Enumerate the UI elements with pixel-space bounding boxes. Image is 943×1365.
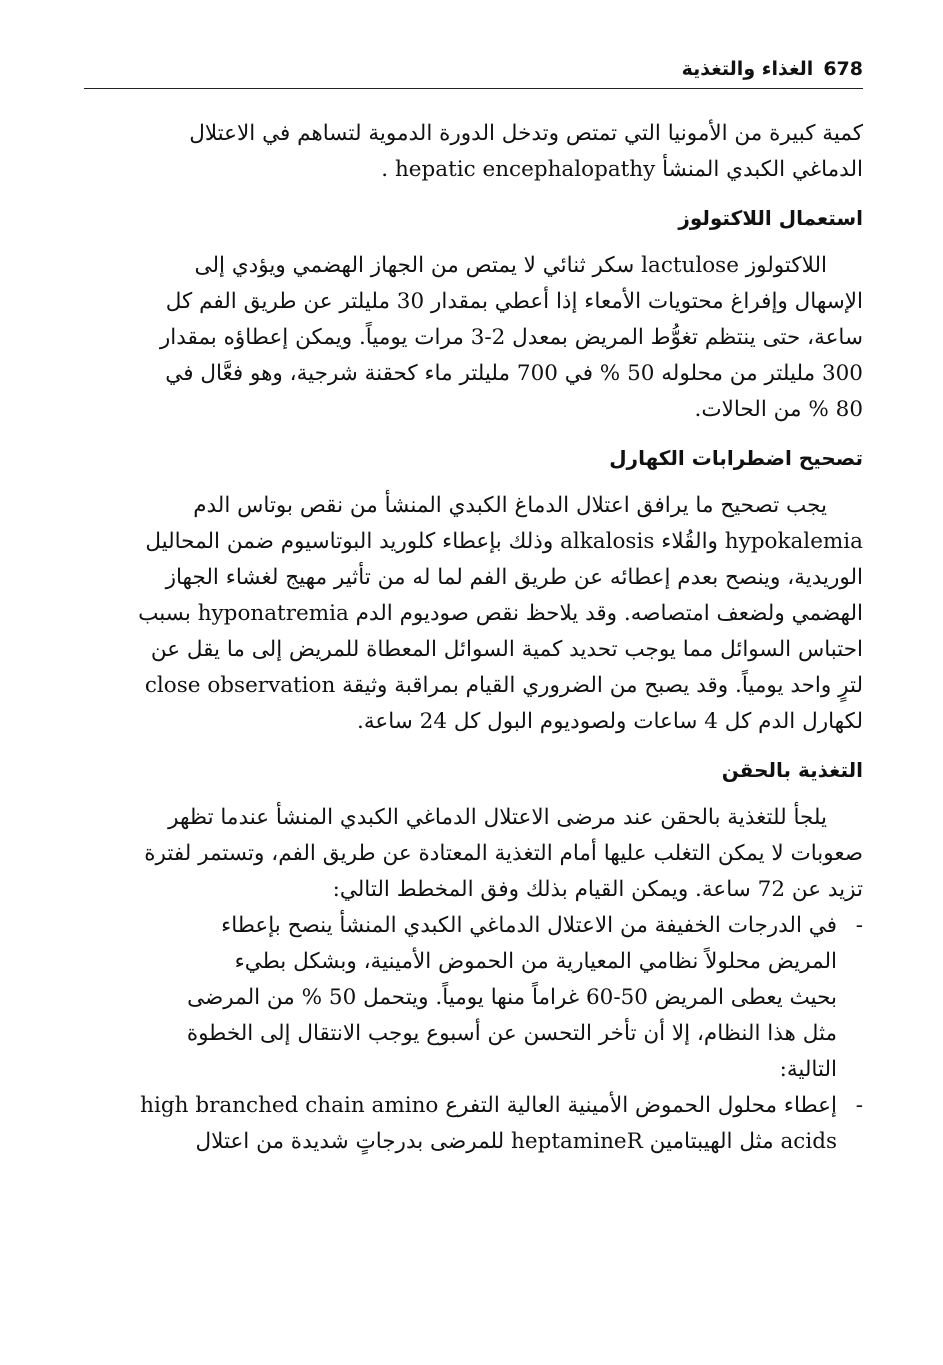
electrolytes-paragraph xyxy=(86,488,863,740)
list-item xyxy=(86,908,863,1088)
bullet-line: بحيث يعطى المريض 50-60 غراماً منها يومياً. ويتحمل 50 % من المرضى xyxy=(187,985,837,1010)
intro-paragraph xyxy=(86,116,863,188)
list-item xyxy=(86,1088,863,1160)
paragraph-line: احتباس السوائل مما يوجب تحديد كمية السوائل المعطاة للمريض إلى ما يقل عن xyxy=(150,637,863,662)
paragraph-line: لترٍ واحد يومياً. وقد يصبح من الضروري القيام بمراقبة وثيقة close observation xyxy=(144,673,863,698)
paragraph-line: 80 % من الحالات. xyxy=(694,397,863,422)
running-head xyxy=(84,52,863,89)
parenteral-paragraph xyxy=(86,800,863,908)
paragraph-line: صعوبات لا يمكن التغلب عليها أمام التغذية المعتادة عن طريق الفم، وتستمر لفترة xyxy=(144,841,863,866)
paragraph-line: اللاكتولوز lactulose سكر ثنائي لا يمتص من الجهاز الهضمي ويؤدي إلى xyxy=(194,253,827,278)
lactulose-paragraph xyxy=(86,248,863,428)
paragraph-line: ساعة، حتى ينتظم تغوُّط المريض بمعدل 2-3 مرات يومياً. ويمكن إعطاؤه بمقدار xyxy=(159,325,863,350)
section-heading-parenteral: التغذية بالحقن xyxy=(721,758,863,782)
page-number: 678 xyxy=(823,58,863,80)
paragraph-line: لكهارل الدم كل 4 ساعات ولصوديوم البول كل 24 ساعة. xyxy=(357,709,863,734)
paragraph-line: الوريدية، وينصح بعدم إعطائه عن طريق الفم لما له من تأثير مهيج لغشاء الجهاز xyxy=(165,565,863,590)
bullet-text: إعطاء محلول الحموض الأمينية العالية التفرع high branched chain amino xyxy=(140,1093,837,1118)
bullet-marker: - xyxy=(855,913,863,938)
bullet-line: التالية: xyxy=(779,1057,837,1082)
bullet-line xyxy=(86,908,863,944)
paragraph-line: الهضمي ولضعف امتصاصه. وقد يلاحظ نقص صوديوم الدم hyponatremia بسبب xyxy=(138,601,863,626)
paragraph-line: الدماغي الكبدي المنشأ hepatic encephalopathy . xyxy=(381,157,863,182)
bullet-list xyxy=(86,908,863,1160)
paragraph-line: تزيد عن 72 ساعة. ويمكن القيام بذلك وفق المخطط التالي: xyxy=(332,877,863,902)
paragraph-line: يجب تصحيح ما يرافق اعتلال الدماغ الكبدي المنشأ من نقص بوتاس الدم xyxy=(193,493,827,518)
paragraph-line: الإسهال وإفراغ محتويات الأمعاء إذا أعطي بمقدار 30 مليلتر عن طريق الفم كل xyxy=(165,289,863,314)
section-heading-lactulose: استعمال اللاكتولوز xyxy=(678,206,863,230)
bullet-line: مثل هذا النظام، إلا أن تأخر التحسن عن أسبوع يوجب الانتقال إلى الخطوة xyxy=(186,1021,837,1046)
section-heading-electrolytes: تصحيح اضطرابات الكهارل xyxy=(609,446,863,470)
bullet-line xyxy=(86,1088,863,1124)
page-body xyxy=(86,116,863,1160)
bullet-line: المريض محلولاً نظامي المعيارية من الحموض الأمينية، وبشكل بطيء xyxy=(234,949,837,974)
paragraph-line: 300 مليلتر من محلوله 50 % في 700 مليلتر ماء كحقنة شرجية، وهو فعَّال في xyxy=(165,361,863,386)
bullet-text: في الدرجات الخفيفة من الاعتلال الدماغي الكبدي المنشأ ينصح بإعطاء xyxy=(221,913,837,938)
bullet-line: acids مثل الهيبتامين heptamineR للمرضى بدرجاتٍ شديدة من اعتلال xyxy=(195,1129,837,1154)
running-head-title: الغذاء والتغذية xyxy=(681,58,814,80)
bullet-marker: - xyxy=(855,1093,863,1118)
paragraph-line: hypokalemia والقُلاء alkalosis وذلك بإعطاء كلوريد البوتاسيوم ضمن المحاليل xyxy=(145,529,863,554)
running-head-text xyxy=(682,58,863,80)
paragraph-line: كمية كبيرة من الأمونيا التي تمتص وتدخل الدورة الدموية لتساهم في الاعتلال xyxy=(189,121,863,146)
paragraph-line: يلجأ للتغذية بالحقن عند مرضى الاعتلال الدماغي الكبدي المنشأ عندما تظهر xyxy=(168,805,827,830)
